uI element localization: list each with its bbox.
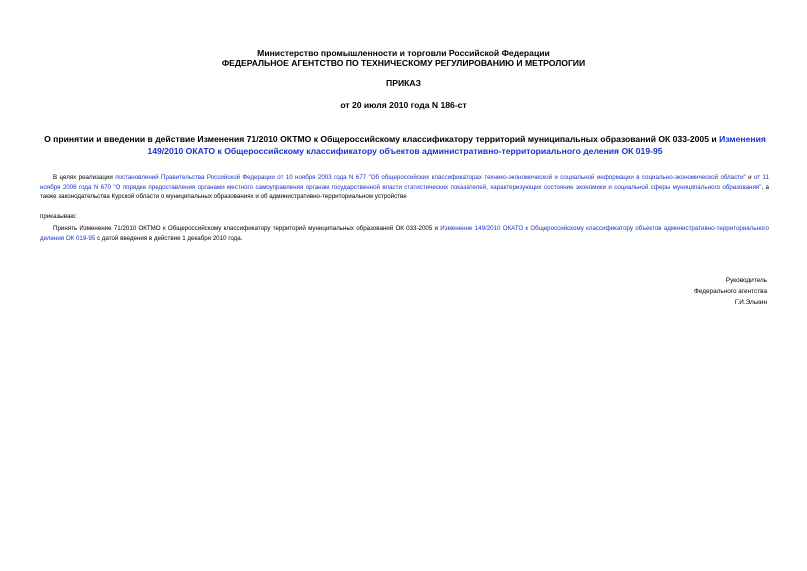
title-text: О принятии и введении в действие Изменения 71/2010 ОКТМО к Общероссийскому классификатору территорий муниципальных образований ОК 033-2005 и: [44, 134, 720, 144]
signature-agency: Федерального агентства: [693, 288, 767, 295]
order-intro: Принять Изменение 71/2010 ОКТМО к Общероссийскому классификатору территорий муниципальных образований ОК 033-2005 и: [53, 225, 441, 232]
document-title: [40, 133, 770, 157]
signature-name: Г.И.Элькин: [734, 299, 767, 306]
preamble-middle: и: [745, 174, 755, 181]
order-paragraph: [40, 224, 769, 243]
signature-position: Руководитель: [725, 277, 767, 284]
order-label: приказываю:: [40, 213, 77, 220]
document-type-heading: ПРИКАЗ: [386, 78, 421, 88]
preamble-ending: , а также законодательства Курской области о муниципальных образованиях и об административно-территориальном устройстве: [40, 183, 769, 200]
order-ending: с датой введения в действие 1 декабря 2010 года.: [95, 234, 243, 242]
title-link-okato-change[interactable]: Изменения 149/2010 ОКАТО к Общероссийскому классификатору объектов административно-территориального деления ОК 019-95: [147, 134, 766, 156]
ministry-heading: Министерство промышленности и торговли Российской Федерации: [257, 48, 550, 58]
link-resolution-670[interactable]: от 11 ноября 2006 года N 670 "О порядке предоставления органами местного самоуправления органам государственной власти статистических показателей, характеризующих состояние экономики и социальной сферы муниципального образования": [40, 174, 769, 191]
preamble-paragraph: [40, 173, 769, 202]
link-resolution-677[interactable]: постановлений Правительства Российской Федерации от 10 ноября 2003 года N 677 "Об общероссийских классификаторах технико-экономической и социальной информации в социально-экономической области": [115, 174, 746, 181]
document-date-heading: от 20 июля 2010 года N 186-ст: [340, 100, 467, 110]
agency-heading: ФЕДЕРАЛЬНОЕ АГЕНТСТВО ПО ТЕХНИЧЕСКОМУ РЕГУЛИРОВАНИЮ И МЕТРОЛОГИИ: [221, 58, 586, 68]
link-okato-change-149[interactable]: Изменение 149/2010 ОКАТО к Общероссийскому классификатору объектов административно-территориального деления ОК 019-95: [40, 225, 769, 242]
preamble-intro: В целях реализации: [53, 174, 116, 181]
